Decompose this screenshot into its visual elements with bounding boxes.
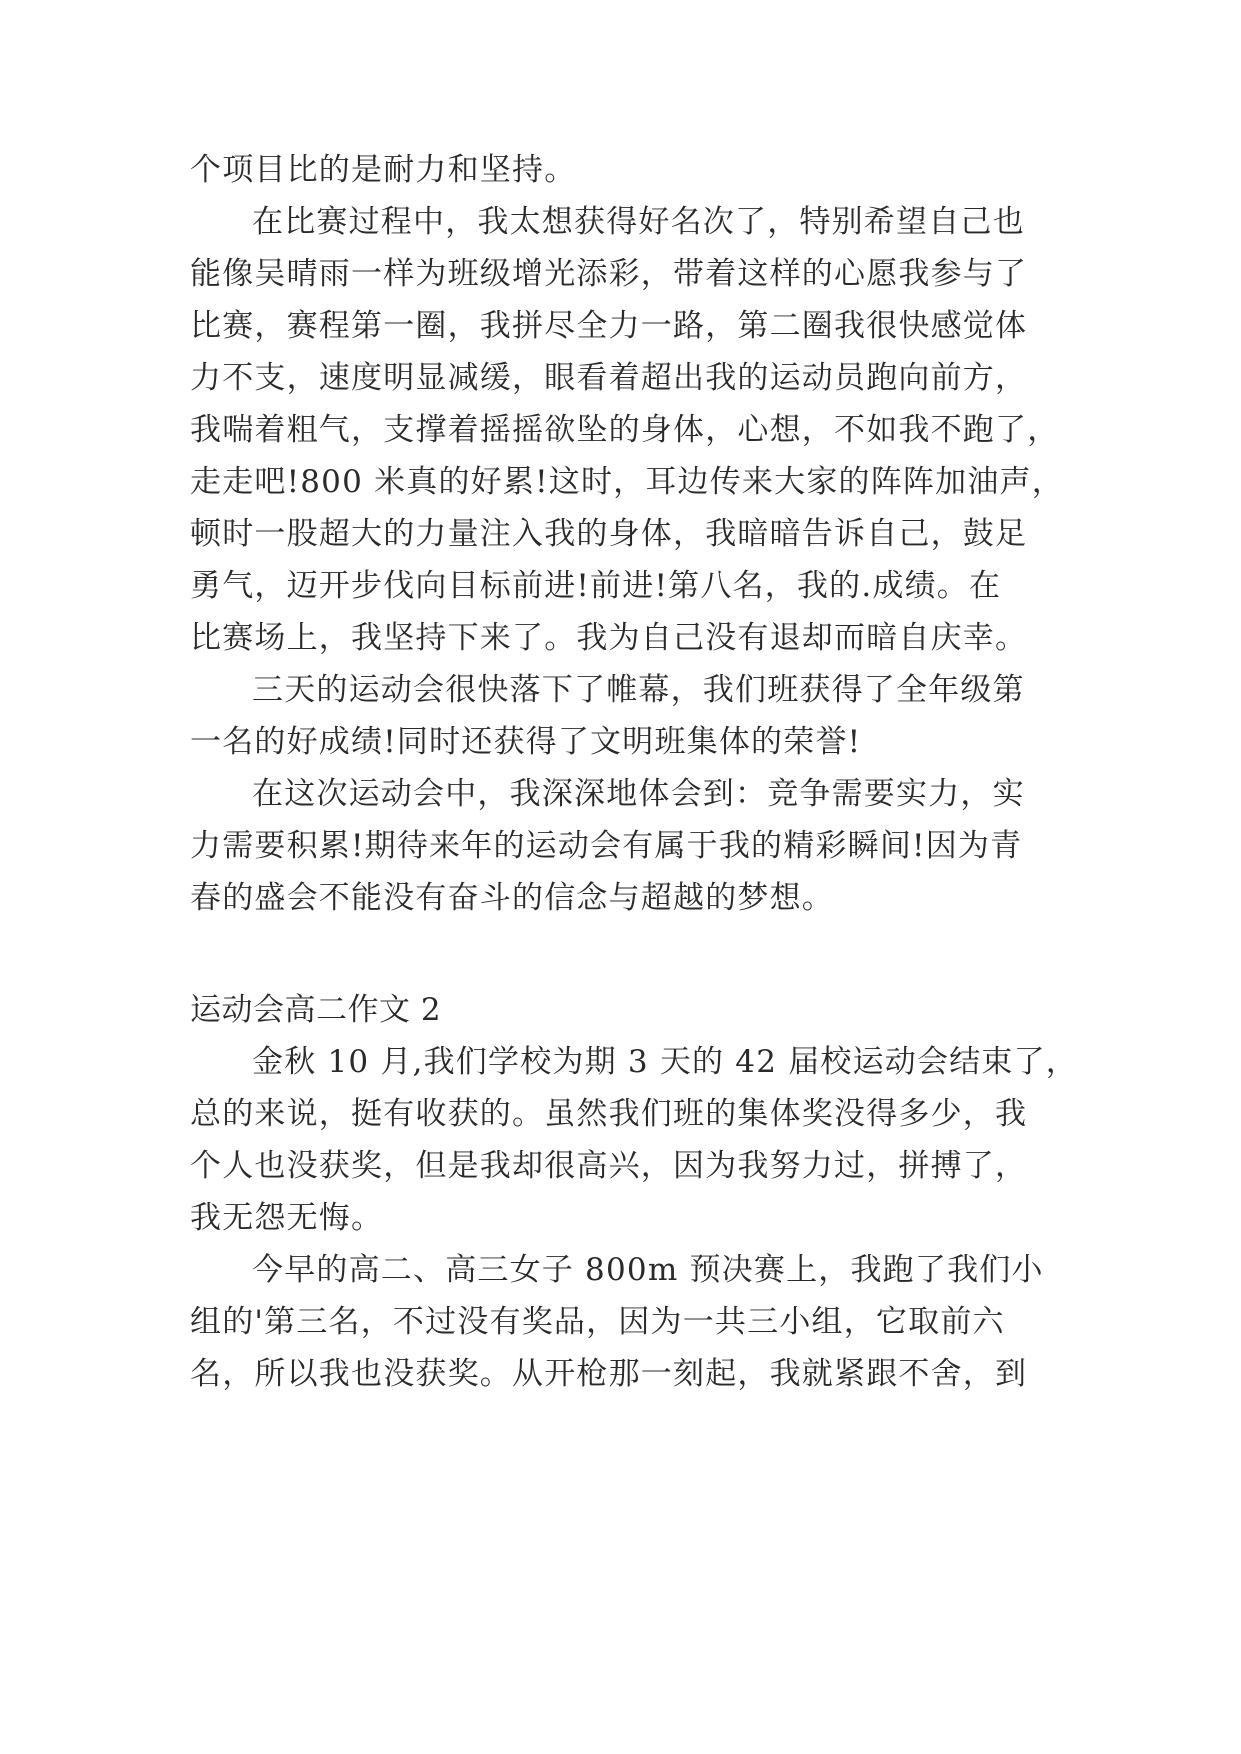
text-line: 顿时一股超大的力量注入我的身体，我暗暗告诉自己，鼓足 — [190, 516, 1028, 552]
text-line: 我喘着粗气，支撑着摇摇欲坠的身体，心想，不如我不跑了， — [190, 412, 1060, 448]
text-line: 能像吴晴雨一样为班级增光添彩，带着这样的心愿我参与了 — [190, 256, 1028, 292]
text-line: 组的'第三名，不过没有奖品，因为一共三小组，它取前六 — [190, 1304, 1005, 1340]
paragraph-first-line: 在比赛过程中，我太想获得好名次了，特别希望自己也 — [252, 204, 1025, 240]
text-line: 个项目比的是耐力和坚持。 — [190, 152, 577, 188]
text-line: 勇气，迈开步伐向目标前进!前进!第八名，我的.成绩。在 — [190, 568, 1002, 604]
text-line: 一名的好成绩!同时还获得了文明班集体的荣誉! — [190, 724, 862, 760]
text-line: 春的盛会不能没有奋斗的信念与超越的梦想。 — [190, 880, 834, 916]
section-heading: 运动会高二作文 2 — [190, 992, 442, 1028]
paragraph-first-line: 金秋 10 月,我们学校为期 3 天的 42 届校运动会结束了， — [252, 1044, 1078, 1080]
text-line: 力不支，速度明显减缓，眼看着超出我的运动员跑向前方， — [190, 360, 1028, 396]
text-line: 比赛场上，我坚持下来了。我为自己没有退却而暗自庆幸。 — [190, 620, 1028, 656]
text-line: 总的来说，挺有收获的。虽然我们班的集体奖没得多少，我 — [190, 1096, 1028, 1132]
text-line: 名，所以我也没获奖。从开枪那一刻起，我就紧跟不舍，到 — [190, 1356, 1028, 1392]
paragraph-first-line: 三天的运动会很快落下了帷幕，我们班获得了全年级第 — [252, 672, 1025, 708]
text-line: 我无怨无悔。 — [190, 1200, 384, 1236]
paragraph-first-line: 今早的高二、高三女子 800m 预决赛上，我跑了我们小 — [252, 1252, 1044, 1288]
text-line: 走走吧!800 米真的好累!这时，耳边传来大家的阵阵加油声， — [190, 464, 1064, 500]
text-line: 个人也没获奖，但是我却很高兴，因为我努力过，拼搏了， — [190, 1148, 1028, 1184]
paragraph-first-line: 在这次运动会中，我深深地体会到：竞争需要实力，实 — [252, 776, 1025, 812]
text-line: 比赛，赛程第一圈，我拼尽全力一路，第二圈我很快感觉体 — [190, 308, 1028, 344]
text-line: 力需要积累!期待来年的运动会有属于我的精彩瞬间!因为青 — [190, 828, 1023, 864]
